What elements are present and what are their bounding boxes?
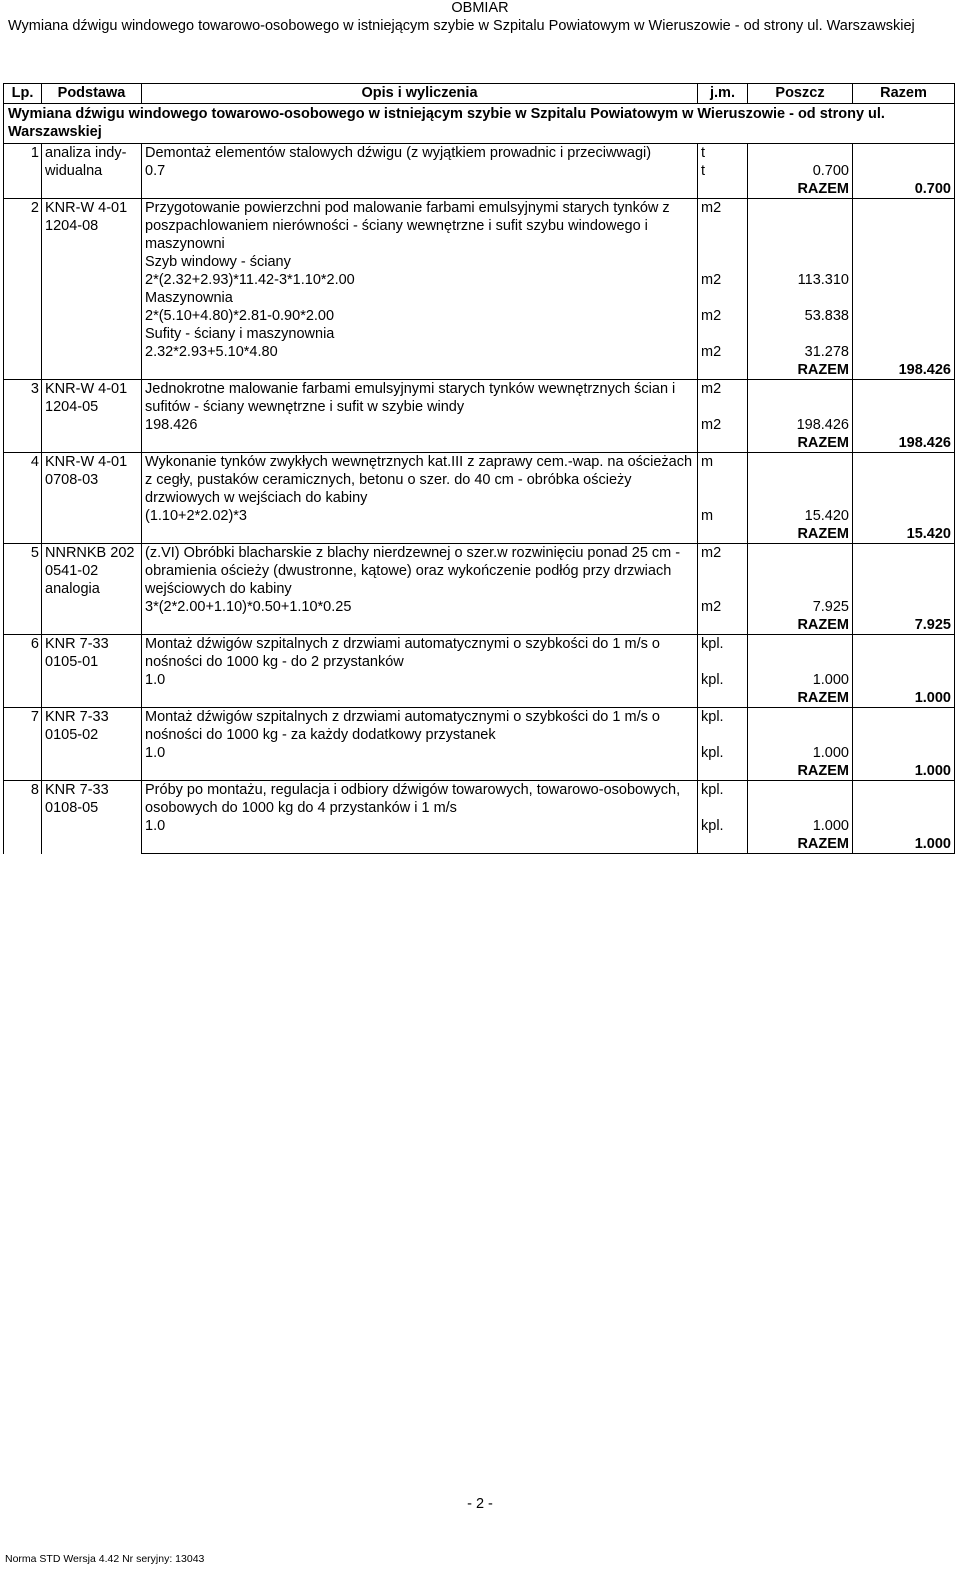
calc-empty [853,325,955,343]
total-label: RAZEM [748,361,853,380]
item-unit: kpl. [698,781,748,818]
calc-line [4,507,955,525]
calc-line [4,307,955,325]
total-label: RAZEM [748,525,853,544]
item-row [4,781,955,818]
item-row [4,453,955,508]
calc-empty [853,817,955,835]
total-value: 0.700 [853,180,955,199]
calc-unit: kpl. [698,671,748,689]
item-podstawa: KNR 7-33 0105-02 [42,708,142,781]
calc-expression: 1.0 [142,744,698,762]
item-row [4,199,955,254]
col-header-poszcz: Poszcz [748,84,853,104]
calc-value: 1.000 [748,671,853,689]
calc-expression: 1.0 [142,671,698,689]
total-row [4,434,955,453]
calc-unit: kpl. [698,817,748,835]
total-empty [142,835,698,854]
calc-expression: 1.0 [142,817,698,835]
item-razem [853,544,955,599]
total-label: RAZEM [748,762,853,781]
item-description: Demontaż elementów stalowych dźwigu (z wyjątkiem prowadnic i przeciwwagi) [142,144,698,163]
calc-empty [853,507,955,525]
calc-empty [853,598,955,616]
page-number: - 2 - [467,1496,493,1512]
total-empty [142,361,698,380]
item-razem [853,453,955,508]
total-empty [698,689,748,708]
total-empty [698,525,748,544]
calc-expression: 3*(2*2.00+1.10)*0.50+1.10*0.25 [142,598,698,616]
calc-line [4,289,955,307]
calc-unit: m2 [698,343,748,361]
total-label: RAZEM [748,616,853,635]
calc-expression: Sufity - ściany i maszynownia [142,325,698,343]
total-label: RAZEM [748,434,853,453]
item-podstawa: KNR 7-33 0105-01 [42,635,142,708]
item-description: (z.VI) Obróbki blacharskie z blachy nierdzewnej o szer.w rozwinięciu ponad 25 cm - obramienia ościeży (dwustronne, kątowe) oraz wykończenie podłóg przy drzwiach wejściowych do kabiny [142,544,698,599]
calc-unit: kpl. [698,744,748,762]
calc-empty [853,271,955,289]
calc-line [4,253,955,271]
total-empty [698,434,748,453]
calc-value [748,325,853,343]
table-body [4,104,955,854]
item-lp: 5 [4,544,42,635]
item-lp: 6 [4,635,42,708]
total-empty [142,616,698,635]
calc-empty [853,253,955,271]
calc-unit [698,289,748,307]
total-empty [698,361,748,380]
calc-value: 1.000 [748,817,853,835]
item-row [4,708,955,745]
total-label: RAZEM [748,689,853,708]
calc-unit: m2 [698,307,748,325]
item-poszcz [748,635,853,672]
item-lp: 8 [4,781,42,854]
software-version: Norma STD Wersja 4.42 Nr seryjny: 13043 [5,1553,205,1565]
total-empty [698,762,748,781]
calc-unit [698,253,748,271]
calc-unit: m [698,507,748,525]
total-empty [698,835,748,854]
item-lp: 2 [4,199,42,380]
total-value: 198.426 [853,434,955,453]
item-razem [853,781,955,818]
item-podstawa: analiza indy-widualna [42,144,142,199]
total-row [4,616,955,635]
calc-line [4,817,955,835]
calc-value: 113.310 [748,271,853,289]
measurement-table [3,83,955,854]
item-poszcz [748,453,853,508]
total-empty [142,180,698,199]
total-label: RAZEM [748,835,853,854]
calc-unit: m2 [698,598,748,616]
calc-value: 53.838 [748,307,853,325]
total-empty [698,180,748,199]
total-value: 1.000 [853,835,955,854]
calc-empty [853,162,955,180]
calc-unit: m2 [698,271,748,289]
item-podstawa: KNR-W 4-01 1204-05 [42,380,142,453]
item-razem [853,144,955,163]
total-value: 198.426 [853,361,955,380]
calc-expression: 2*(5.10+4.80)*2.81-0.90*2.00 [142,307,698,325]
col-header-opis: Opis i wyliczenia [142,84,698,104]
page-title: OBMIAR [451,0,509,16]
item-row [4,544,955,599]
calc-unit: m2 [698,416,748,434]
calc-value: 198.426 [748,416,853,434]
total-empty [142,434,698,453]
calc-line [4,598,955,616]
calc-empty [853,671,955,689]
total-row [4,525,955,544]
item-unit: kpl. [698,635,748,672]
item-podstawa: KNR 7-33 0108-05 [42,781,142,854]
calc-line [4,271,955,289]
item-lp: 1 [4,144,42,199]
item-description: Próby po montażu, regulacja i odbiory dźwigów towarowych, towarowo-osobowych, osobowych do 1000 kg do 4 przystanków i 1 m/s [142,781,698,818]
section-title: Wymiana dźwigu windowego towarowo-osobowego w istniejącym szybie w Szpitalu Powiatowym w Wieruszowie - od strony ul. Warszawskiej [4,104,955,144]
total-value: 7.925 [853,616,955,635]
item-razem [853,380,955,417]
item-poszcz [748,781,853,818]
calc-value: 0.700 [748,162,853,180]
item-unit: t [698,144,748,163]
calc-line [4,671,955,689]
total-row [4,689,955,708]
total-empty [698,616,748,635]
total-value: 15.420 [853,525,955,544]
item-poszcz [748,708,853,745]
item-row [4,144,955,163]
item-description: Przygotowanie powierzchni pod malowanie farbami emulsyjnymi starych tynków z poszpachlowaniem nierówności - ściany wewnętrzne i sufit szybu windowego i maszynowni [142,199,698,254]
item-unit: m2 [698,380,748,417]
calc-empty [853,416,955,434]
calc-unit [698,325,748,343]
calc-expression: 0.7 [142,162,698,180]
total-row [4,762,955,781]
calc-expression: 198.426 [142,416,698,434]
total-label: RAZEM [748,180,853,199]
item-podstawa: KNR-W 4-01 1204-08 [42,199,142,380]
calc-empty [853,744,955,762]
item-unit: m2 [698,544,748,599]
item-unit: m [698,453,748,508]
item-unit: kpl. [698,708,748,745]
calc-line [4,744,955,762]
item-row [4,635,955,672]
calc-line [4,325,955,343]
calc-value: 7.925 [748,598,853,616]
project-name: Wymiana dźwigu windowego towarowo-osobowego w istniejącym szybie w Szpitalu Powiatowym w Wieruszowie - od strony ul. Warszawskiej [8,18,915,34]
col-header-razem: Razem [853,84,955,104]
total-empty [142,689,698,708]
item-poszcz [748,544,853,599]
total-value: 1.000 [853,762,955,781]
calc-empty [853,307,955,325]
total-row [4,180,955,199]
item-poszcz [748,144,853,163]
col-header-lp: Lp. [4,84,42,104]
calc-value [748,253,853,271]
col-header-jm: j.m. [698,84,748,104]
calc-line [4,162,955,180]
item-lp: 3 [4,380,42,453]
item-razem [853,199,955,254]
item-lp: 7 [4,708,42,781]
total-value: 1.000 [853,689,955,708]
item-row [4,380,955,417]
item-description: Wykonanie tynków zwykłych wewnętrznych kat.III z zaprawy cem.-wap. na ościeżach z cegły, pustaków ceramicznych, betonu o szer. do 40 cm - obróbka ościeży drzwiowych w wejściach do kabiny [142,453,698,508]
calc-expression: 2.32*2.93+5.10*4.80 [142,343,698,361]
calc-value: 15.420 [748,507,853,525]
item-razem [853,635,955,672]
table-header [4,84,955,104]
calc-empty [853,289,955,307]
total-row [4,835,955,854]
calc-line [4,416,955,434]
calc-value [748,289,853,307]
item-poszcz [748,380,853,417]
calc-expression: (1.10+2*2.02)*3 [142,507,698,525]
calc-expression: Maszynownia [142,289,698,307]
item-lp: 4 [4,453,42,544]
item-description: Montaż dźwigów szpitalnych z drzwiami automatycznymi o szybkości do 1 m/s o nośności do 1000 kg - za każdy dodatkowy przystanek [142,708,698,745]
col-header-podstawa: Podstawa [42,84,142,104]
item-razem [853,708,955,745]
item-description: Jednokrotne malowanie farbami emulsyjnymi starych tynków wewnętrznych ścian i sufitów - ściany wewnętrzne i sufit w szybie windy [142,380,698,417]
calc-expression: 2*(2.32+2.93)*11.42-3*1.10*2.00 [142,271,698,289]
total-row [4,361,955,380]
calc-value: 1.000 [748,744,853,762]
calc-empty [853,343,955,361]
calc-value: 31.278 [748,343,853,361]
total-empty [142,762,698,781]
item-description: Montaż dźwigów szpitalnych z drzwiami automatycznymi o szybkości do 1 m/s o nośności do 1000 kg - do 2 przystanków [142,635,698,672]
total-empty [142,525,698,544]
calc-expression: Szyb windowy - ściany [142,253,698,271]
calc-unit: t [698,162,748,180]
section-row [4,104,955,144]
item-poszcz [748,199,853,254]
item-unit: m2 [698,199,748,254]
calc-line [4,343,955,361]
item-podstawa: NNRNKB 202 0541-02 analogia [42,544,142,635]
item-podstawa: KNR-W 4-01 0708-03 [42,453,142,544]
